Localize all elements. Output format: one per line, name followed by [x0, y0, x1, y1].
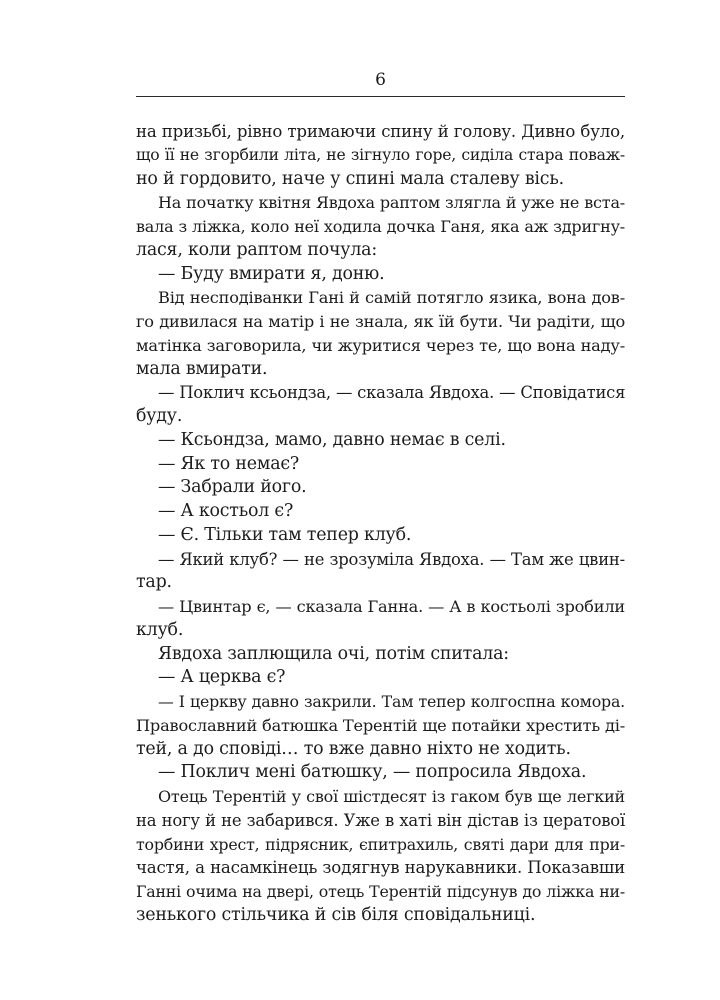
text-line: на ногу й не забарився. Уже в хаті він дістав із цератової — [136, 810, 625, 830]
text-line: го дивилася на матір і не знала, як їй бути. Чи радіти, що — [136, 312, 625, 331]
text-line: торбини хрест, підрясник, єпитрахиль, святі дари для при- — [136, 834, 625, 854]
text-line: На початку квітня Явдоха раптом злягла й уже не вста- — [158, 193, 625, 213]
text-line: Від несподіванки Гані й самій потягло язика, вона дов- — [158, 288, 625, 308]
text-line: — Забрали його. — [158, 477, 307, 498]
text-line: Ганні очима на двері, отець Терентій підсунув до ліжка ни- — [136, 882, 625, 901]
text-line: частя, а насамкінець зодягнув нарукавники. Показавши — [136, 858, 625, 878]
header-rule — [136, 96, 625, 97]
text-line: Отець Терентій у свої шістдесят із гаком був ще легкий — [158, 787, 625, 806]
text-line: мала вмирати. — [136, 358, 268, 379]
text-line: — А церква є? — [158, 667, 286, 688]
text-line: — Ксьондза, мамо, давно немає в селі. — [158, 429, 506, 450]
text-line: зенького стільчика й сів біля сповідальниці. — [136, 904, 536, 925]
text-line: на призьбі, рівно тримаючи спину й голову. Дивно було, — [136, 122, 625, 141]
text-line: вала з ліжка, коло неї ходила дочка Ганя, яка аж здригну- — [136, 217, 625, 236]
text-line: — Як то немає? — [158, 453, 300, 474]
text-line: — Поклич ксьондза, — сказала Явдоха. — Сповідатися — [158, 383, 626, 403]
text-line: — Поклич мені батюшку, — попросила Явдоха. — [158, 762, 587, 783]
text-line: — Цвинтар є, — сказала Ганна. — А в костьолі зробили — [158, 597, 625, 616]
text-line: но й гордовито, наче у спині мала сталеву вісь. — [136, 168, 564, 189]
text-line: Явдоха заплющила очі, потім спитала: — [158, 643, 509, 664]
text-line: тар. — [136, 572, 172, 593]
text-line: матінка заговорила, чи журитися через те, що вона наду- — [136, 335, 625, 355]
text-line: Православний батюшка Терентій ще потайки хрестить ді- — [136, 715, 625, 735]
text-line: що її не згорбили літа, не зігнуло горе, сиділа стара поваж- — [136, 145, 625, 164]
text-line: — А костьол є? — [158, 501, 294, 521]
text-line: тей, а до сповіді… то вже давно ніхто не ходить. — [136, 738, 571, 759]
text-line: — Який клуб? — не зрозуміла Явдоха. — Там же цвин- — [158, 549, 625, 569]
body-text — [136, 120, 625, 928]
text-line: буду. — [136, 406, 183, 426]
text-line: лася, коли раптом почула: — [136, 239, 377, 260]
text-line: клуб. — [136, 619, 184, 640]
text-line: — Буду вмирати я, доню. — [158, 263, 385, 284]
text-line: — І церкву давно закрили. Там тепер колгоспна комора. — [158, 692, 625, 711]
page-number: 6 — [375, 70, 386, 90]
text-line: — Є. Тільки там тепер клуб. — [158, 524, 412, 545]
